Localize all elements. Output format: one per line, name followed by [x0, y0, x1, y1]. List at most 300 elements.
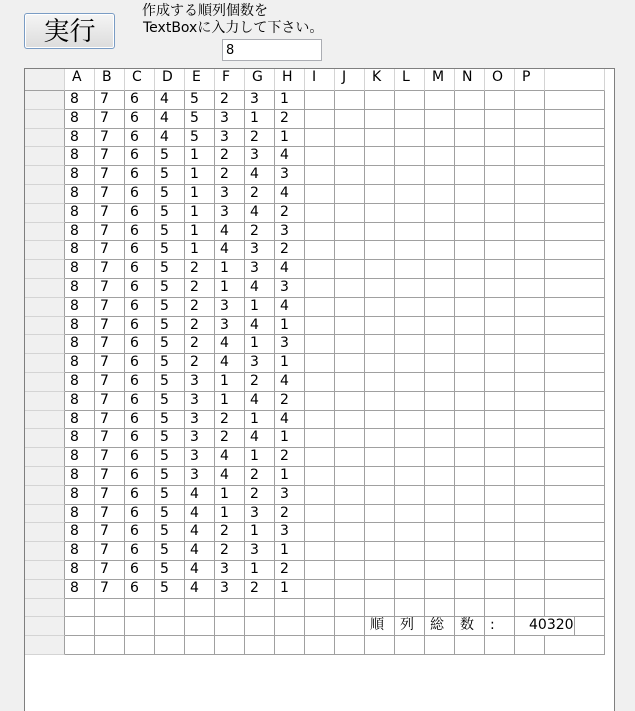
- grid-cell[interactable]: 8: [65, 411, 95, 430]
- grid-cell[interactable]: [185, 617, 215, 636]
- grid-cell[interactable]: 5: [155, 166, 185, 185]
- grid-cell[interactable]: 2: [275, 204, 305, 223]
- grid-cell[interactable]: 7: [95, 373, 125, 392]
- grid-cell[interactable]: [455, 411, 485, 430]
- grid-cell[interactable]: 2: [275, 505, 305, 524]
- grid-cell[interactable]: [305, 636, 335, 655]
- grid-cell[interactable]: [395, 185, 425, 204]
- grid-cell[interactable]: 6: [125, 298, 155, 317]
- grid-cell[interactable]: 3: [275, 166, 305, 185]
- grid-cell[interactable]: [365, 636, 395, 655]
- column-header-h[interactable]: H: [275, 69, 305, 91]
- grid-cell[interactable]: [425, 561, 455, 580]
- grid-cell[interactable]: [545, 392, 605, 411]
- grid-cell[interactable]: [425, 185, 455, 204]
- grid-cell[interactable]: 6: [125, 317, 155, 336]
- row-header[interactable]: [25, 523, 65, 542]
- grid-cell[interactable]: 6: [125, 523, 155, 542]
- grid-cell[interactable]: [395, 147, 425, 166]
- row-header[interactable]: [25, 486, 65, 505]
- grid-cell[interactable]: 3: [275, 223, 305, 242]
- grid-cell[interactable]: 8: [65, 354, 95, 373]
- grid-cell[interactable]: [305, 354, 335, 373]
- grid-cell[interactable]: [425, 523, 455, 542]
- grid-cell[interactable]: [365, 241, 395, 260]
- grid-cell[interactable]: [515, 129, 545, 148]
- grid-cell[interactable]: [425, 354, 455, 373]
- grid-cell[interactable]: [305, 411, 335, 430]
- grid-cell[interactable]: 5: [155, 147, 185, 166]
- grid-cell[interactable]: [455, 223, 485, 242]
- grid-cell[interactable]: [275, 636, 305, 655]
- run-button[interactable]: 実行: [24, 13, 115, 49]
- grid-cell[interactable]: [485, 392, 515, 411]
- grid-cell[interactable]: 1: [275, 542, 305, 561]
- grid-cell[interactable]: [305, 335, 335, 354]
- grid-cell[interactable]: [275, 617, 305, 636]
- grid-cell[interactable]: [545, 298, 605, 317]
- grid-cell[interactable]: [365, 448, 395, 467]
- grid-cell[interactable]: [425, 448, 455, 467]
- grid-cell[interactable]: 8: [65, 392, 95, 411]
- grid-cell[interactable]: [335, 147, 365, 166]
- grid-cell[interactable]: [455, 523, 485, 542]
- grid-cell[interactable]: [455, 542, 485, 561]
- grid-cell[interactable]: [515, 580, 545, 599]
- grid-cell[interactable]: 4: [275, 185, 305, 204]
- grid-cell[interactable]: [455, 260, 485, 279]
- grid-cell[interactable]: 3: [245, 91, 275, 110]
- grid-cell[interactable]: 8: [65, 91, 95, 110]
- grid-cell[interactable]: 8: [65, 110, 95, 129]
- column-header-l[interactable]: L: [395, 69, 425, 91]
- grid-cell[interactable]: [485, 91, 515, 110]
- grid-cell[interactable]: [305, 241, 335, 260]
- grid-cell[interactable]: 5: [155, 260, 185, 279]
- grid-cell[interactable]: [365, 429, 395, 448]
- grid-cell[interactable]: [215, 599, 245, 618]
- grid-cell[interactable]: [455, 429, 485, 448]
- grid-cell[interactable]: [335, 392, 365, 411]
- grid-cell[interactable]: 3: [215, 129, 245, 148]
- grid-cell[interactable]: [305, 298, 335, 317]
- row-header[interactable]: [25, 411, 65, 430]
- grid-cell[interactable]: [365, 223, 395, 242]
- column-header-g[interactable]: G: [245, 69, 275, 91]
- grid-cell[interactable]: [545, 335, 605, 354]
- grid-cell[interactable]: 2: [215, 542, 245, 561]
- grid-cell[interactable]: [425, 317, 455, 336]
- grid-cell[interactable]: [395, 561, 425, 580]
- grid-cell[interactable]: [365, 298, 395, 317]
- grid-cell[interactable]: [335, 298, 365, 317]
- grid-cell[interactable]: 8: [65, 561, 95, 580]
- grid-cell[interactable]: [305, 505, 335, 524]
- row-header[interactable]: [25, 448, 65, 467]
- grid-cell[interactable]: [455, 204, 485, 223]
- row-header[interactable]: [25, 561, 65, 580]
- grid-cell[interactable]: [365, 580, 395, 599]
- grid-cell[interactable]: [425, 392, 455, 411]
- grid-cell[interactable]: [425, 580, 455, 599]
- grid-cell[interactable]: 4: [155, 110, 185, 129]
- grid-cell[interactable]: [395, 223, 425, 242]
- grid-cell[interactable]: [455, 298, 485, 317]
- grid-cell[interactable]: [245, 636, 275, 655]
- grid-cell[interactable]: [515, 91, 545, 110]
- grid-cell[interactable]: [305, 429, 335, 448]
- grid-cell[interactable]: [425, 91, 455, 110]
- grid-cell[interactable]: [485, 241, 515, 260]
- grid-cell[interactable]: 3: [185, 373, 215, 392]
- grid-cell[interactable]: [545, 166, 605, 185]
- grid-cell[interactable]: 4: [245, 429, 275, 448]
- grid-cell[interactable]: [335, 429, 365, 448]
- grid-cell[interactable]: 2: [245, 185, 275, 204]
- grid-cell[interactable]: 4: [245, 204, 275, 223]
- grid-cell[interactable]: 4: [275, 147, 305, 166]
- grid-cell[interactable]: [485, 110, 515, 129]
- grid-cell[interactable]: [365, 185, 395, 204]
- grid-cell[interactable]: 6: [125, 467, 155, 486]
- grid-cell[interactable]: 5: [155, 241, 185, 260]
- grid-cell[interactable]: [485, 448, 515, 467]
- grid-cell[interactable]: [185, 599, 215, 618]
- grid-cell[interactable]: 3: [215, 110, 245, 129]
- grid-cell[interactable]: [485, 129, 515, 148]
- grid-cell[interactable]: [545, 204, 605, 223]
- grid-cell[interactable]: 7: [95, 260, 125, 279]
- grid-cell[interactable]: 8: [65, 260, 95, 279]
- grid-cell[interactable]: 8: [65, 185, 95, 204]
- row-header[interactable]: [25, 147, 65, 166]
- grid-cell[interactable]: 8: [65, 467, 95, 486]
- grid-cell[interactable]: [395, 448, 425, 467]
- grid-cell[interactable]: 4: [185, 542, 215, 561]
- grid-cell[interactable]: [335, 448, 365, 467]
- grid-cell[interactable]: [365, 110, 395, 129]
- grid-cell[interactable]: 5: [155, 467, 185, 486]
- row-header[interactable]: [25, 298, 65, 317]
- row-header[interactable]: [25, 392, 65, 411]
- row-header[interactable]: [25, 373, 65, 392]
- grid-cell[interactable]: 1: [215, 279, 245, 298]
- grid-cell[interactable]: 4: [245, 166, 275, 185]
- grid-cell[interactable]: 2: [245, 129, 275, 148]
- grid-cell[interactable]: [455, 580, 485, 599]
- grid-cell[interactable]: [455, 335, 485, 354]
- grid-cell[interactable]: [335, 241, 365, 260]
- grid-cell[interactable]: [335, 467, 365, 486]
- grid-cell[interactable]: 4: [185, 580, 215, 599]
- grid-cell[interactable]: [365, 561, 395, 580]
- grid-cell[interactable]: 1: [245, 335, 275, 354]
- grid-cell[interactable]: 5: [155, 298, 185, 317]
- column-header-f[interactable]: F: [215, 69, 245, 91]
- grid-cell[interactable]: [545, 354, 605, 373]
- grid-cell[interactable]: [335, 542, 365, 561]
- grid-cell[interactable]: [335, 129, 365, 148]
- grid-cell[interactable]: [515, 354, 545, 373]
- grid-cell[interactable]: 1: [185, 185, 215, 204]
- grid-cell[interactable]: [515, 599, 545, 618]
- column-header-k[interactable]: K: [365, 69, 395, 91]
- grid-cell[interactable]: [395, 467, 425, 486]
- grid-cell[interactable]: 2: [275, 241, 305, 260]
- grid-cell[interactable]: 5: [155, 505, 185, 524]
- grid-cell[interactable]: [545, 448, 605, 467]
- grid-cell[interactable]: 5: [155, 429, 185, 448]
- grid-cell[interactable]: [125, 636, 155, 655]
- grid-cell[interactable]: 7: [95, 505, 125, 524]
- grid-cell[interactable]: [365, 91, 395, 110]
- grid-cell[interactable]: [485, 580, 515, 599]
- permutation-count-input[interactable]: [222, 39, 322, 61]
- grid-cell[interactable]: [395, 429, 425, 448]
- grid-cell[interactable]: [305, 147, 335, 166]
- grid-cell[interactable]: [425, 279, 455, 298]
- grid-cell[interactable]: 5: [185, 110, 215, 129]
- grid-cell[interactable]: 7: [95, 580, 125, 599]
- grid-cell[interactable]: [395, 279, 425, 298]
- grid-cell[interactable]: [185, 636, 215, 655]
- grid-cell[interactable]: [485, 486, 515, 505]
- grid-cell[interactable]: 1: [185, 147, 215, 166]
- grid-cell[interactable]: 7: [95, 241, 125, 260]
- grid-cell[interactable]: 4: [245, 392, 275, 411]
- column-header-j[interactable]: J: [335, 69, 365, 91]
- row-header[interactable]: [25, 429, 65, 448]
- grid-cell[interactable]: [455, 561, 485, 580]
- grid-cell[interactable]: [425, 298, 455, 317]
- grid-cell[interactable]: 5: [155, 373, 185, 392]
- grid-cell[interactable]: 7: [95, 467, 125, 486]
- grid-cell[interactable]: [455, 91, 485, 110]
- grid-cell[interactable]: 8: [65, 166, 95, 185]
- grid-cell[interactable]: [545, 486, 605, 505]
- grid-cell[interactable]: 2: [245, 373, 275, 392]
- grid-cell[interactable]: 3: [185, 467, 215, 486]
- grid-cell[interactable]: [95, 599, 125, 618]
- grid-cell[interactable]: [395, 110, 425, 129]
- grid-cell[interactable]: 2: [185, 354, 215, 373]
- grid-cell[interactable]: 3: [185, 411, 215, 430]
- grid-cell[interactable]: [485, 298, 515, 317]
- grid-cell[interactable]: 2: [275, 110, 305, 129]
- grid-cell[interactable]: 4: [185, 505, 215, 524]
- grid-cell[interactable]: [305, 486, 335, 505]
- grid-cell[interactable]: [515, 298, 545, 317]
- grid-cell[interactable]: 7: [95, 147, 125, 166]
- grid-cell[interactable]: [425, 429, 455, 448]
- grid-cell[interactable]: [425, 110, 455, 129]
- grid-cell[interactable]: [305, 467, 335, 486]
- grid-cell[interactable]: [455, 467, 485, 486]
- grid-cell[interactable]: [335, 185, 365, 204]
- column-header-a[interactable]: A: [65, 69, 95, 91]
- grid-cell[interactable]: 8: [65, 448, 95, 467]
- grid-cell[interactable]: [485, 147, 515, 166]
- grid-cell[interactable]: 6: [125, 354, 155, 373]
- grid-cell[interactable]: 8: [65, 223, 95, 242]
- grid-cell[interactable]: [545, 580, 605, 599]
- grid-cell[interactable]: [365, 486, 395, 505]
- grid-cell[interactable]: [365, 279, 395, 298]
- grid-cell[interactable]: 7: [95, 129, 125, 148]
- grid-cell[interactable]: [545, 429, 605, 448]
- grid-cell[interactable]: [485, 429, 515, 448]
- grid-cell[interactable]: [395, 241, 425, 260]
- grid-cell[interactable]: [545, 129, 605, 148]
- grid-cell[interactable]: 1: [275, 91, 305, 110]
- grid-cell[interactable]: [335, 373, 365, 392]
- grid-cell[interactable]: 6: [125, 542, 155, 561]
- grid-cell[interactable]: 6: [125, 223, 155, 242]
- grid-cell[interactable]: [395, 91, 425, 110]
- grid-cell[interactable]: 2: [275, 392, 305, 411]
- grid-cell[interactable]: [545, 147, 605, 166]
- grid-cell[interactable]: [395, 542, 425, 561]
- grid-cell[interactable]: [305, 617, 335, 636]
- grid-cell[interactable]: [365, 542, 395, 561]
- grid-cell[interactable]: 7: [95, 185, 125, 204]
- row-header[interactable]: [25, 223, 65, 242]
- grid-cell[interactable]: 6: [125, 373, 155, 392]
- grid-cell[interactable]: [455, 448, 485, 467]
- grid-cell[interactable]: 8: [65, 486, 95, 505]
- grid-cell[interactable]: 7: [95, 411, 125, 430]
- grid-cell[interactable]: 1: [245, 411, 275, 430]
- grid-cell[interactable]: [305, 580, 335, 599]
- grid-cell[interactable]: [335, 523, 365, 542]
- grid-cell[interactable]: [515, 166, 545, 185]
- grid-cell[interactable]: 6: [125, 147, 155, 166]
- grid-cell[interactable]: 4: [155, 129, 185, 148]
- grid-cell[interactable]: 7: [95, 486, 125, 505]
- grid-cell[interactable]: [305, 317, 335, 336]
- grid-cell[interactable]: [485, 561, 515, 580]
- grid-cell[interactable]: 1: [275, 129, 305, 148]
- grid-cell[interactable]: 8: [65, 147, 95, 166]
- grid-cell[interactable]: [455, 279, 485, 298]
- grid-cell[interactable]: [545, 542, 605, 561]
- grid-cell[interactable]: [335, 223, 365, 242]
- grid-cell[interactable]: 7: [95, 392, 125, 411]
- grid-cell[interactable]: 7: [95, 279, 125, 298]
- grid-cell[interactable]: [155, 617, 185, 636]
- grid-cell[interactable]: 6: [125, 561, 155, 580]
- grid-cell[interactable]: [365, 166, 395, 185]
- column-header-d[interactable]: D: [155, 69, 185, 91]
- grid-cell[interactable]: [515, 636, 545, 655]
- grid-cell[interactable]: [365, 354, 395, 373]
- grid-cell[interactable]: [455, 373, 485, 392]
- grid-cell[interactable]: 1: [185, 204, 215, 223]
- row-header[interactable]: [25, 467, 65, 486]
- grid-cell[interactable]: [485, 204, 515, 223]
- grid-cell[interactable]: [425, 335, 455, 354]
- grid-cell[interactable]: [545, 279, 605, 298]
- grid-cell[interactable]: [455, 505, 485, 524]
- row-header[interactable]: [25, 617, 65, 636]
- grid-cell[interactable]: [365, 411, 395, 430]
- grid-cell[interactable]: 6: [125, 260, 155, 279]
- grid-cell[interactable]: 4: [215, 241, 245, 260]
- grid-cell[interactable]: 5: [155, 561, 185, 580]
- grid-cell[interactable]: 8: [65, 129, 95, 148]
- grid-cell[interactable]: [395, 373, 425, 392]
- grid-cell[interactable]: 5: [155, 523, 185, 542]
- grid-cell[interactable]: 6: [125, 448, 155, 467]
- grid-cell[interactable]: 6: [125, 185, 155, 204]
- grid-cell[interactable]: 3: [215, 580, 245, 599]
- grid-cell[interactable]: [335, 110, 365, 129]
- row-header[interactable]: [25, 241, 65, 260]
- grid-cell[interactable]: [545, 561, 605, 580]
- grid-cell[interactable]: [155, 636, 185, 655]
- grid-cell[interactable]: 2: [215, 147, 245, 166]
- grid-cell[interactable]: [515, 241, 545, 260]
- grid-cell[interactable]: 4: [215, 448, 245, 467]
- grid-cell[interactable]: [425, 260, 455, 279]
- grid-cell[interactable]: 1: [245, 523, 275, 542]
- grid-cell[interactable]: 3: [275, 279, 305, 298]
- grid-cell[interactable]: [455, 317, 485, 336]
- grid-cell[interactable]: 4: [245, 279, 275, 298]
- grid-cell[interactable]: [455, 147, 485, 166]
- grid-cell[interactable]: 7: [95, 354, 125, 373]
- grid-cell[interactable]: 6: [125, 166, 155, 185]
- grid-cell[interactable]: [515, 147, 545, 166]
- grid-cell[interactable]: 2: [185, 279, 215, 298]
- grid-cell[interactable]: [425, 505, 455, 524]
- grid-cell[interactable]: 7: [95, 223, 125, 242]
- grid-cell[interactable]: [365, 467, 395, 486]
- grid-cell[interactable]: 6: [125, 505, 155, 524]
- grid-cell[interactable]: 2: [185, 335, 215, 354]
- grid-cell[interactable]: [425, 636, 455, 655]
- grid-cell[interactable]: 1: [245, 561, 275, 580]
- grid-cell[interactable]: [515, 448, 545, 467]
- grid-cell[interactable]: 3: [275, 335, 305, 354]
- grid-cell[interactable]: [335, 204, 365, 223]
- grid-cell[interactable]: [395, 354, 425, 373]
- grid-cell[interactable]: 5: [185, 129, 215, 148]
- grid-cell[interactable]: [365, 204, 395, 223]
- grid-cell[interactable]: 2: [185, 260, 215, 279]
- grid-cell[interactable]: [395, 204, 425, 223]
- grid-cell[interactable]: 3: [185, 448, 215, 467]
- grid-cell[interactable]: [335, 411, 365, 430]
- grid-cell[interactable]: [305, 166, 335, 185]
- grid-cell[interactable]: 1: [245, 110, 275, 129]
- grid-cell[interactable]: 1: [215, 373, 245, 392]
- row-header[interactable]: [25, 580, 65, 599]
- grid-cell[interactable]: [305, 523, 335, 542]
- grid-cell[interactable]: [545, 260, 605, 279]
- grid-cell[interactable]: 2: [275, 561, 305, 580]
- grid-cell[interactable]: 8: [65, 279, 95, 298]
- grid-cell[interactable]: [485, 411, 515, 430]
- grid-cell[interactable]: 3: [245, 147, 275, 166]
- grid-cell[interactable]: [425, 411, 455, 430]
- grid-cell[interactable]: [515, 260, 545, 279]
- grid-cell[interactable]: [515, 317, 545, 336]
- grid-cell[interactable]: [305, 542, 335, 561]
- grid-cell[interactable]: [515, 486, 545, 505]
- grid-cell[interactable]: 3: [275, 523, 305, 542]
- grid-cell[interactable]: [305, 373, 335, 392]
